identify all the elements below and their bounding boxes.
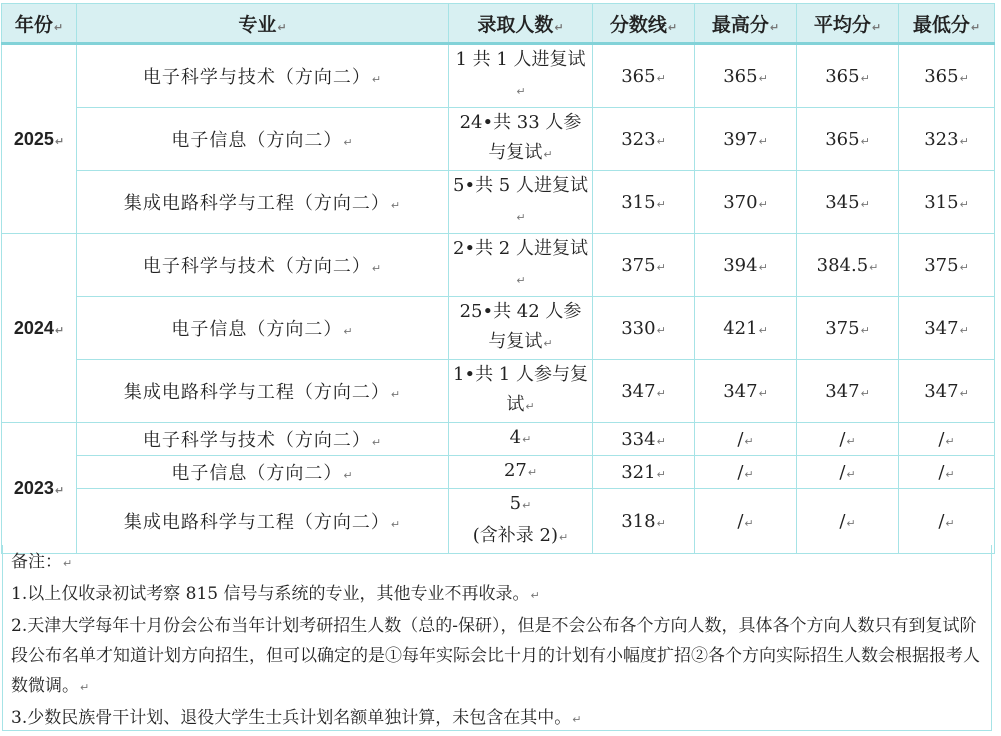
avg-cell: 375↵ bbox=[797, 297, 899, 360]
notes-section bbox=[2, 545, 992, 731]
admit-cell: 5↵ (含补录 2)↵ bbox=[449, 489, 593, 554]
major-cell: 电子科学与技术（方向二）↵ bbox=[77, 234, 449, 297]
admit-cell: 1•共 1 人参与复试↵ bbox=[449, 360, 593, 423]
year-cell: 2024↵ bbox=[2, 234, 77, 423]
admit-sub-note: (含补录 2) bbox=[472, 525, 558, 546]
max-cell: 370↵ bbox=[695, 171, 797, 234]
min-cell: 315↵ bbox=[899, 171, 995, 234]
major-cell: 集成电路科学与工程（方向二）↵ bbox=[77, 171, 449, 234]
avg-cell: /↵ bbox=[797, 489, 899, 554]
max-cell: 365↵ bbox=[695, 44, 797, 108]
max-cell: 347↵ bbox=[695, 360, 797, 423]
min-cell: /↵ bbox=[899, 489, 995, 554]
cutoff-cell: 334↵ bbox=[593, 423, 695, 456]
cutoff-cell: 330↵ bbox=[593, 297, 695, 360]
admit-cell: 4↵ bbox=[449, 423, 593, 456]
cutoff-cell: 365↵ bbox=[593, 44, 695, 108]
admit-cell: 5•共 5 人进复试↵ bbox=[449, 171, 593, 234]
header-min: 最低分↵ bbox=[899, 4, 995, 44]
admit-cell: 2•共 2 人进复试↵ bbox=[449, 234, 593, 297]
cutoff-cell: 375↵ bbox=[593, 234, 695, 297]
table-row bbox=[2, 423, 995, 456]
max-cell: /↵ bbox=[695, 456, 797, 489]
avg-cell: /↵ bbox=[797, 456, 899, 489]
header-admit: 录取人数↵ bbox=[449, 4, 593, 44]
admission-table bbox=[1, 3, 995, 554]
max-cell: 397↵ bbox=[695, 108, 797, 171]
min-cell: /↵ bbox=[899, 456, 995, 489]
max-cell: /↵ bbox=[695, 489, 797, 554]
avg-cell: /↵ bbox=[797, 423, 899, 456]
major-cell: 电子信息（方向二）↵ bbox=[77, 456, 449, 489]
cutoff-cell: 347↵ bbox=[593, 360, 695, 423]
admit-cell: 1 共 1 人进复试↵ bbox=[449, 44, 593, 108]
table-header-row bbox=[2, 4, 995, 44]
min-cell: 347↵ bbox=[899, 297, 995, 360]
table-row bbox=[2, 456, 995, 489]
admit-cell: 24•共 33 人参与复试↵ bbox=[449, 108, 593, 171]
header-year: 年份↵ bbox=[2, 4, 77, 44]
max-cell: /↵ bbox=[695, 423, 797, 456]
header-max: 最高分↵ bbox=[695, 4, 797, 44]
avg-cell: 365↵ bbox=[797, 44, 899, 108]
note-item: 3.少数民族骨干计划、退役大学生士兵计划名额单独计算，未包含在其中。↵ bbox=[11, 708, 582, 728]
table-row bbox=[2, 297, 995, 360]
admit-cell: 25•共 42 人参与复试↵ bbox=[449, 297, 593, 360]
cutoff-cell: 318↵ bbox=[593, 489, 695, 554]
avg-cell: 384.5↵ bbox=[797, 234, 899, 297]
cutoff-cell: 321↵ bbox=[593, 456, 695, 489]
note-item: 1.以上仅收录初试考察 815 信号与系统的专业，其他专业不再收录。↵ bbox=[11, 584, 540, 604]
year-cell: 2025↵ bbox=[2, 44, 77, 234]
major-cell: 电子科学与技术（方向二）↵ bbox=[77, 44, 449, 108]
avg-cell: 365↵ bbox=[797, 108, 899, 171]
min-cell: /↵ bbox=[899, 423, 995, 456]
note-item: 2.天津大学每年十月份会公布当年计划考研招生人数（总的-保研），但是不会公布各个方向人数，具体各个方向人数只有到复试阶段公布名单才知道计划方向招生，但可以确定的是①每年实际会比十月的计划有小幅度扩招②各个方向实际招生人数会根据报考人数微调。↵ bbox=[11, 616, 980, 696]
header-major: 专业↵ bbox=[77, 4, 449, 44]
major-cell: 电子信息（方向二）↵ bbox=[77, 108, 449, 171]
table-row bbox=[2, 108, 995, 171]
table-row bbox=[2, 234, 995, 297]
min-cell: 365↵ bbox=[899, 44, 995, 108]
table-row bbox=[2, 489, 995, 554]
cutoff-cell: 323↵ bbox=[593, 108, 695, 171]
table-row bbox=[2, 171, 995, 234]
cutoff-cell: 315↵ bbox=[593, 171, 695, 234]
admit-cell: 27↵ bbox=[449, 456, 593, 489]
major-cell: 集成电路科学与工程（方向二）↵ bbox=[77, 360, 449, 423]
table-row bbox=[2, 44, 995, 108]
min-cell: 375↵ bbox=[899, 234, 995, 297]
max-cell: 394↵ bbox=[695, 234, 797, 297]
avg-cell: 347↵ bbox=[797, 360, 899, 423]
notes-title: 备注：↵ bbox=[11, 552, 73, 572]
min-cell: 347↵ bbox=[899, 360, 995, 423]
header-avg: 平均分↵ bbox=[797, 4, 899, 44]
header-cutoff: 分数线↵ bbox=[593, 4, 695, 44]
max-cell: 421↵ bbox=[695, 297, 797, 360]
year-cell: 2023↵ bbox=[2, 423, 77, 554]
min-cell: 323↵ bbox=[899, 108, 995, 171]
major-cell: 电子信息（方向二）↵ bbox=[77, 297, 449, 360]
major-cell: 电子科学与技术（方向二）↵ bbox=[77, 423, 449, 456]
avg-cell: 345↵ bbox=[797, 171, 899, 234]
major-cell: 集成电路科学与工程（方向二）↵ bbox=[77, 489, 449, 554]
table-row bbox=[2, 360, 995, 423]
